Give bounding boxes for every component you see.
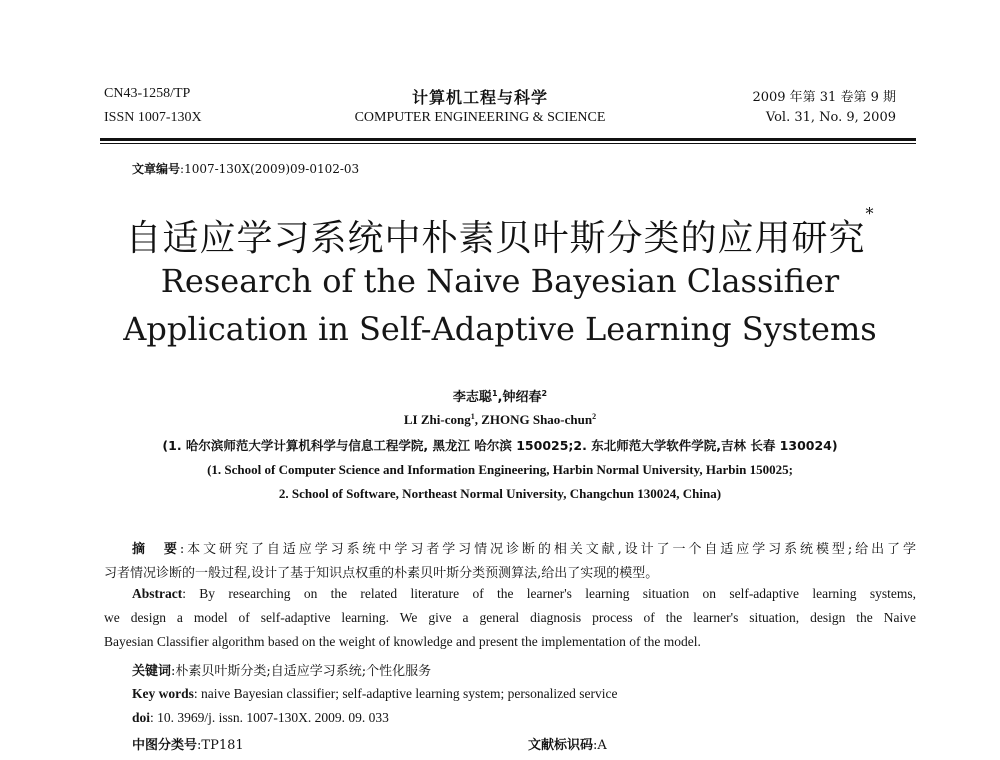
keywords-cn-label: 关键词 [132,664,172,679]
author-cn-2-sup: 2 [541,389,548,398]
author-en-1: LI Zhi-cong [403,412,471,427]
journal-title-cn: 计算机工程与科学 [411,88,548,107]
abstract-cn-line2: 习者情况诊断的一般过程,设计了基于知识点权重的朴素贝叶斯分类预测算法,给出了实现的模型。 [104,566,659,581]
classification-value: TP181 [201,738,244,753]
title-en-line2: Application in Self-Adaptive Learning Systems [123,310,877,348]
abstract-en-text-1: By researching on the related literature of the learner's learning situation on self-adaptive learning systems, [199,586,916,601]
title-en-line1: Research of the Naive Bayesian Classifier [160,262,840,300]
author-cn-2: 钟绍春 [502,390,542,405]
header-rule-thick [100,138,916,141]
keywords-cn-value: 朴素贝叶斯分类;自适应学习系统;个性化服务 [175,664,432,679]
document-code-label: 文献标识码 [528,738,594,753]
classification-label: 中图分类号 [132,738,198,753]
author-cn-1: 李志聪 [452,390,492,405]
article-number-label: 文章编号 [132,162,181,176]
journal-title-en: COMPUTER ENGINEERING & SCIENCE [354,110,606,125]
affiliation-en-2: 2. School of Software, Northeast Normal University, Changchun 130024, China) [278,486,722,501]
affiliation-en-1: (1. School of Computer Science and Information Engineering, Harbin Normal University, Harbin 150025; [207,462,793,477]
header-rule-thin [100,143,916,144]
authors-en: LI Zhi-cong$^1$, ZHONG Shao-chun$^2$ [403,412,597,427]
cn-number: CN43-1258/TP [104,86,191,101]
issue-en: Vol. 31, No. 9, 2009 [765,110,896,125]
abstract-en-line1: Abstract: By researching on the related literature of the learner's learning situation on self-adaptive learning systems, [132,586,916,601]
abstract-cn-text-1: 本文研究了自适应学习系统中学习者学习情况诊断的相关文献,设计了一个自适应学习系统模型;给出了学 [184,542,916,557]
abstract-cn-label: 摘 要 [132,542,180,557]
keywords-en: Key words: naive Bayesian classifier; self-adaptive learning system; personalized service [132,686,618,701]
authors-cn: 李志聪$^1$,钟绍春$^2$ [452,389,548,405]
title-footnote-mark: * [865,204,875,223]
document-code: 文献标识码:A [528,738,607,753]
abstract-en-line3: Bayesian Classifier algorithm based on the weight of knowledge and present the implementation of the model. [104,634,701,649]
keywords-en-value: naive Bayesian classifier; self-adaptive learning system; personalized service [201,686,618,701]
title-cn [0,204,1000,261]
title-cn-text: 自适应学习系统中朴素贝叶斯分类的应用研究 [125,218,866,259]
issn: ISSN 1007-130X [104,110,202,125]
affiliation-cn: (1. 哈尔滨师范大学计算机科学与信息工程学院, 黑龙江 哈尔滨 150025;2. 东北师范大学软件学院,吉林 长春 130024) [162,438,838,453]
keywords-en-label: Key words [132,686,194,701]
abstract-en-label: Abstract [132,586,183,601]
abstract-en-line2: we design a model of self-adaptive learning. We give a general diagnosis process of the learner's situation, design the Naive [104,610,916,625]
article-number-value: 1007-130X(2009)09-0102-03 [184,162,360,176]
abstract-cn-line1: 摘 要:本文研究了自适应学习系统中学习者学习情况诊断的相关文献,设计了一个自适应学习系统模型;给出了学 [132,542,916,557]
document-code-value: A [597,738,607,753]
doi: doi: 10. 3969/j. issn. 1007-130X. 2009. 09. 033 [132,710,389,725]
article-number: 文章编号:1007-130X(2009)09-0102-03 [132,162,360,176]
issue-cn: 2009 年第 31 卷第 9 期 [752,90,896,105]
keywords-cn: 关键词:朴素贝叶斯分类;自适应学习系统;个性化服务 [132,664,432,679]
author-en-2: ZHONG Shao-chun [481,412,593,427]
author-cn-1-sup: 1 [491,389,498,398]
classification-number: 中图分类号:TP181 [132,738,244,753]
doi-value: 10. 3969/j. issn. 1007-130X. 2009. 09. 033 [157,710,389,725]
author-en-1-sup: 1 [470,412,475,421]
author-en-2-sup: 2 [592,412,597,421]
doi-label: doi [132,710,151,725]
